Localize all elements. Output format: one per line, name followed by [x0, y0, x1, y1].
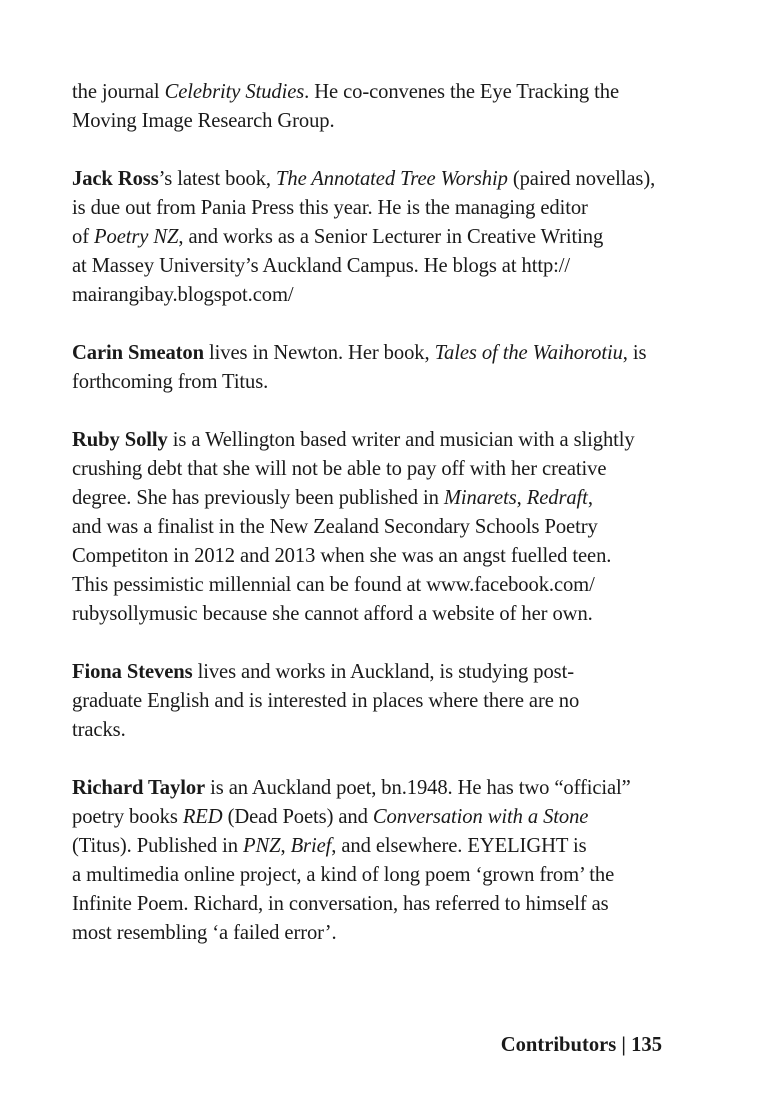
bio-text: (Titus). Published in	[72, 835, 243, 857]
bio-text: ,	[516, 487, 527, 509]
bio-text: degree. She has previously been published in	[72, 487, 444, 509]
bio-line	[72, 78, 672, 107]
bio-text: at Massey University’s Auckland Campus. He blogs at http://	[72, 255, 571, 277]
bio-line	[72, 426, 672, 455]
bio-text: rubysollymusic because she cannot afford a website of her own.	[72, 603, 593, 625]
bio-text: most resembling ‘a failed error’.	[72, 922, 337, 944]
bio-text: ,	[280, 835, 291, 857]
italic-title: Brief	[290, 835, 332, 857]
bio-line	[72, 774, 672, 803]
bio-text: (paired novellas),	[507, 168, 656, 190]
bio-text: lives and works in Auckland, is studying post-	[192, 661, 574, 683]
bio-line	[72, 542, 672, 571]
bio-line	[72, 832, 672, 861]
italic-title: Conversation with a Stone	[372, 806, 589, 828]
italic-title: Tales of the Waihorotiu	[434, 342, 623, 364]
bio-line	[72, 571, 672, 600]
bio-text: , and elsewhere. EYELIGHT is	[331, 835, 587, 857]
bio-text: forthcoming from Titus.	[72, 371, 269, 393]
italic-title: PNZ	[242, 835, 281, 857]
bio-line	[72, 716, 672, 745]
bio-text: a multimedia online project, a kind of long poem ‘grown from’ the	[72, 864, 615, 886]
bio-text: . He co-convenes the Eye Tracking the	[304, 81, 620, 103]
bio-text: lives in Newton. Her book,	[204, 342, 435, 364]
bio-text: and was a finalist in the New Zealand Secondary Schools Poetry	[72, 516, 598, 538]
bio-text: tracks.	[72, 719, 126, 741]
bio-text: is a Wellington based writer and musician with a slightly	[167, 429, 635, 451]
contributors-bio-list	[72, 78, 672, 977]
bio-text: crushing debt that she will not be able to pay off with her creative	[72, 458, 607, 480]
bio-text: the journal	[72, 81, 165, 103]
bio-line	[72, 484, 672, 513]
italic-title: Redraft	[526, 487, 588, 509]
italic-title: Poetry NZ	[94, 226, 179, 248]
bio-line	[72, 194, 672, 223]
bio-text: , and works as a Senior Lecturer in Creative Writing	[178, 226, 604, 248]
bio-line	[72, 223, 672, 252]
italic-title: Minarets	[443, 487, 517, 509]
bio-line	[72, 919, 672, 948]
bio-text: Moving Image Research Group.	[72, 110, 335, 132]
contributor-bio	[72, 339, 672, 397]
italic-title: Celebrity Studies	[164, 81, 305, 103]
bio-text: graduate English and is interested in places where there are no	[72, 690, 580, 712]
bio-line	[72, 513, 672, 542]
bio-line	[72, 455, 672, 484]
bio-line	[72, 803, 672, 832]
bio-text: mairangibay.blogspot.com/	[72, 284, 294, 306]
bio-text: Infinite Poem. Richard, in conversation, has referred to himself as	[72, 893, 609, 915]
bio-text: (Dead Poets) and	[222, 806, 373, 828]
bio-line	[72, 658, 672, 687]
bio-text: ,	[587, 487, 593, 509]
contributor-bio	[72, 658, 672, 745]
italic-title: The Annotated Tree Worship	[276, 168, 508, 190]
bio-text: , is	[622, 342, 647, 364]
bio-line	[72, 165, 672, 194]
contributor-name: Carin Smeaton	[72, 342, 204, 364]
bio-line	[72, 107, 672, 136]
bio-line	[72, 687, 672, 716]
contributor-name: Richard Taylor	[72, 777, 206, 799]
bio-line	[72, 861, 672, 890]
bio-text: is an Auckland poet, bn.1948. He has two “official”	[205, 777, 631, 799]
bio-text: of	[72, 226, 95, 248]
contributor-bio	[72, 165, 672, 310]
bio-text: This pessimistic millennial can be found at www.facebook.com/	[72, 574, 595, 596]
bio-line	[72, 890, 672, 919]
page-footer: Contributors | 135	[500, 1034, 662, 1056]
contributor-name: Jack Ross	[72, 168, 159, 190]
bio-line	[72, 600, 672, 629]
bio-text: Competiton in 2012 and 2013 when she was an angst fuelled teen.	[72, 545, 612, 567]
contributor-bio	[72, 78, 672, 136]
contributor-name: Ruby Solly	[72, 429, 168, 451]
bio-text: ’s latest book,	[158, 168, 277, 190]
bio-text: poetry books	[72, 806, 183, 828]
bio-line	[72, 339, 672, 368]
contributor-name: Fiona Stevens	[72, 661, 193, 683]
bio-line	[72, 281, 672, 310]
bio-line	[72, 368, 672, 397]
italic-title: RED	[182, 806, 223, 828]
contributor-bio	[72, 774, 672, 948]
bio-text: is due out from Pania Press this year. He is the managing editor	[72, 197, 588, 219]
bio-line	[72, 252, 672, 281]
contributor-bio	[72, 426, 672, 629]
